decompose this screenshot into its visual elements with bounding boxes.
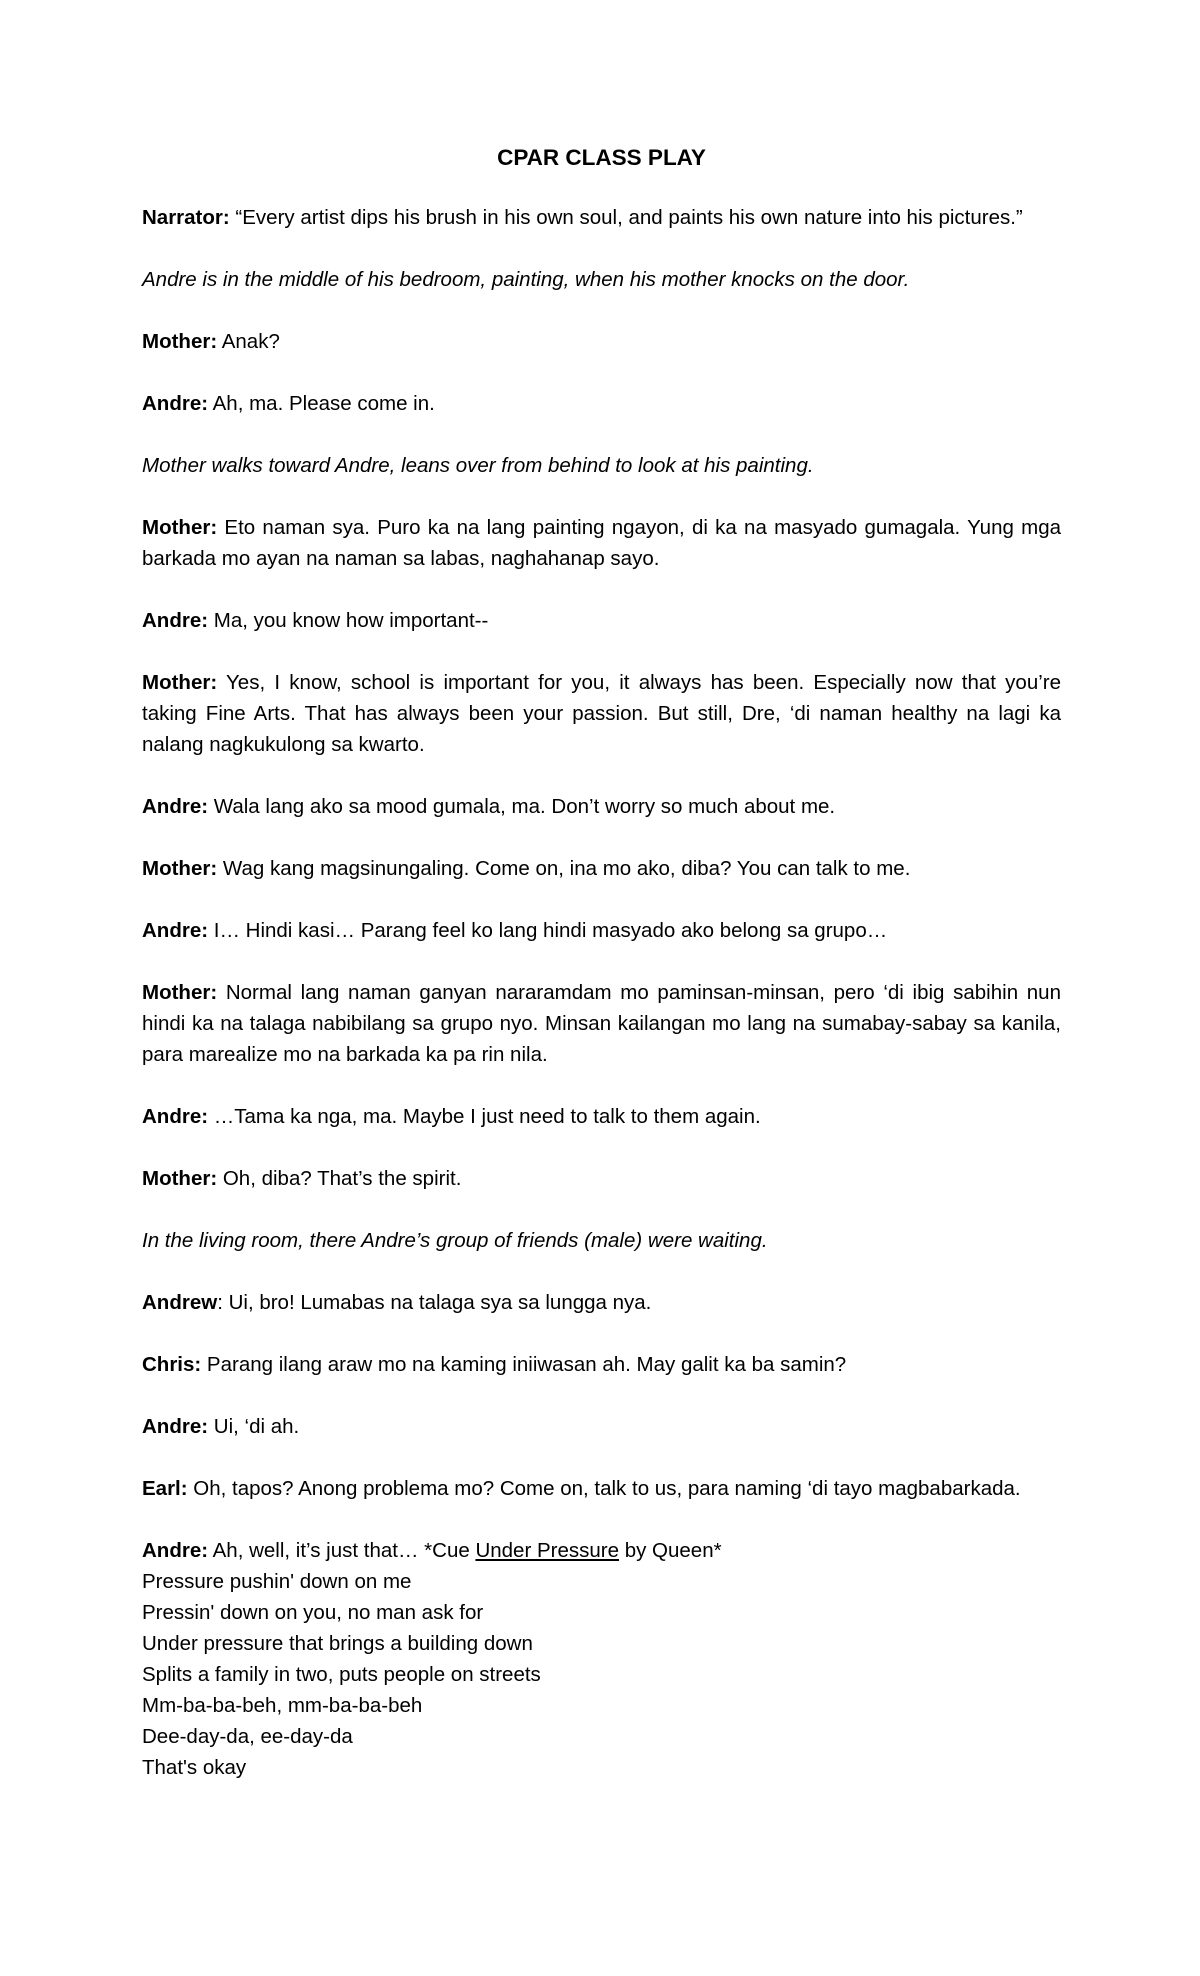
speaker-name: Mother: <box>142 981 218 1004</box>
speaker-name: Andre: <box>142 609 209 632</box>
dialogue-text: Ah, ma. Please come in. <box>208 392 435 415</box>
dialogue-text: : Ui, bro! Lumabas na talaga sya sa lungga nya. <box>217 1291 652 1314</box>
dialogue-line-mother <box>142 326 1061 357</box>
speaker-name: Andre: <box>142 1415 209 1438</box>
dialogue-line-mother <box>142 853 1061 884</box>
speaker-name: Mother: <box>142 857 218 880</box>
song-cue-line <box>142 1535 1061 1566</box>
speaker-name: Mother: <box>142 1167 218 1190</box>
speaker-name: Mother: <box>142 516 218 539</box>
song-title: Under Pressure <box>475 1539 620 1562</box>
dialogue-text: Yes, I know, school is important for you, it always has been. Especially now that you’re taking Fine Arts. That has always been your passion. But still, Dre, ‘di naman healthy na lagi ka nalang nagkukulong sa kwarto. <box>142 671 1061 756</box>
speaker-name: Andre: <box>142 919 209 942</box>
dialogue-text: Ui, ‘di ah. <box>208 1415 300 1438</box>
dialogue-text: by Queen* <box>619 1539 722 1562</box>
lyric-line: Splits a family in two, puts people on streets <box>142 1663 541 1686</box>
lyric-line: Dee-day-da, ee-day-da <box>142 1725 353 1748</box>
dialogue-text: “Every artist dips his brush in his own soul, and paints his own nature into his pictures.” <box>229 206 1023 229</box>
speaker-name: Andre: <box>142 392 209 415</box>
lyric-line: Pressin' down on you, no man ask for <box>142 1601 484 1624</box>
dialogue-line-chris <box>142 1349 1061 1380</box>
dialogue-line-andre <box>142 388 1061 419</box>
dialogue-line-mother <box>142 977 1061 1070</box>
speaker-name: Earl: <box>142 1477 188 1500</box>
dialogue-text: Ma, you know how important-- <box>208 609 489 632</box>
dialogue-line-andre <box>142 605 1061 636</box>
speaker-name: Mother: <box>142 671 218 694</box>
dialogue-line-mother <box>142 512 1061 574</box>
document-title: CPAR CLASS PLAY <box>497 145 706 170</box>
dialogue-text: Eto naman sya. Puro ka na lang painting ngayon, di ka na masyado gumagala. Yung mga barkada mo ayan na naman sa labas, naghahanap sayo. <box>142 516 1061 570</box>
dialogue-line-andre <box>142 791 1061 822</box>
lyric-line: Under pressure that brings a building down <box>142 1632 533 1655</box>
dialogue-line-mother <box>142 667 1061 760</box>
dialogue-text: Anak? <box>217 330 280 353</box>
speaker-name: Andre: <box>142 1539 209 1562</box>
speaker-name: Andre: <box>142 795 209 818</box>
speaker-name: Chris: <box>142 1353 202 1376</box>
dialogue-text: Ah, well, it’s just that… *Cue <box>208 1539 476 1562</box>
dialogue-line-andre <box>142 915 1061 946</box>
dialogue-line-mother <box>142 1163 1061 1194</box>
speaker-name: Narrator: <box>142 206 230 229</box>
song-cue-block <box>142 1535 1061 1783</box>
lyric-line: That's okay <box>142 1756 247 1779</box>
dialogue-text: Oh, diba? That’s the spirit. <box>217 1167 462 1190</box>
lyric-line: Mm-ba-ba-beh, mm-ba-ba-beh <box>142 1694 423 1717</box>
dialogue-text: I… Hindi kasi… Parang feel ko lang hindi masyado ako belong sa grupo… <box>208 919 888 942</box>
lyric-line: Pressure pushin' down on me <box>142 1570 412 1593</box>
dialogue-text: Oh, tapos? Anong problema mo? Come on, talk to us, para naming ‘di tayo magbabarkada. <box>187 1477 1021 1500</box>
speaker-name: Mother: <box>142 330 218 353</box>
dialogue-line-andrew <box>142 1287 1061 1318</box>
dialogue-text: …Tama ka nga, ma. Maybe I just need to talk to them again. <box>208 1105 761 1128</box>
dialogue-line-earl <box>142 1473 1061 1504</box>
stage-direction: Andre is in the middle of his bedroom, painting, when his mother knocks on the door. <box>142 268 910 291</box>
dialogue-line-andre <box>142 1411 1061 1442</box>
dialogue-text: Wala lang ako sa mood gumala, ma. Don’t worry so much about me. <box>208 795 836 818</box>
speaker-name: Andrew <box>142 1291 218 1314</box>
dialogue-line-andre <box>142 1101 1061 1132</box>
dialogue-text: Normal lang naman ganyan nararamdam mo paminsan-minsan, pero ‘di ibig sabihin nun hindi ka na talaga nabibilang sa grupo nyo. Minsan kailangan mo lang na sumabay-sabay sa kanila, para marealize mo na barkada ka pa rin nila. <box>142 981 1061 1066</box>
dialogue-text: Wag kang magsinungaling. Come on, ina mo ako, diba? You can talk to me. <box>217 857 911 880</box>
stage-direction: In the living room, there Andre’s group of friends (male) were waiting. <box>142 1229 768 1252</box>
script-body <box>142 202 1061 1783</box>
dialogue-text: Parang ilang araw mo na kaming iniiwasan ah. May galit ka ba samin? <box>201 1353 847 1376</box>
stage-direction: Mother walks toward Andre, leans over from behind to look at his painting. <box>142 454 814 477</box>
speaker-name: Andre: <box>142 1105 209 1128</box>
dialogue-line-narrator <box>142 202 1061 233</box>
